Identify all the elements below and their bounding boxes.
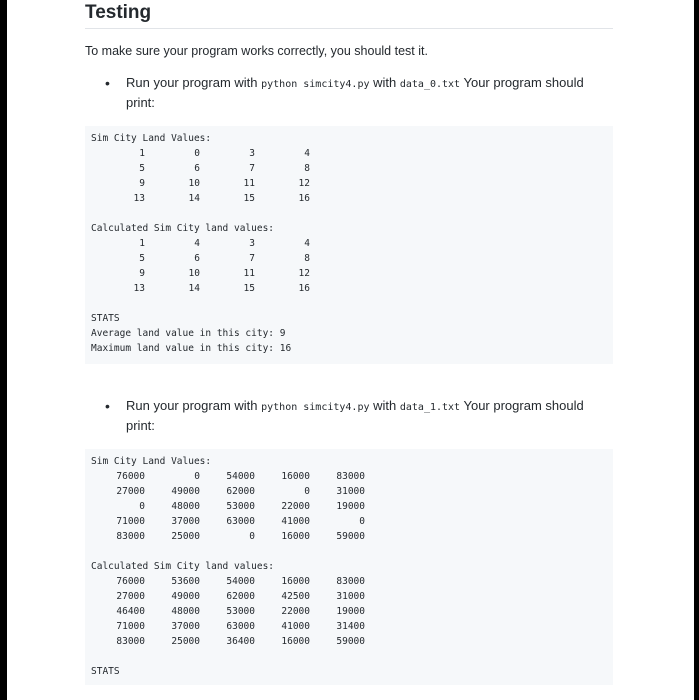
command-code: python simcity4.py (261, 402, 370, 413)
table-row: 0 48000 53000 22000 19000 (139, 501, 365, 512)
table-row: 1 4 3 4 (139, 238, 310, 249)
table-row: 71000 37000 63000 41000 31400 (116, 621, 365, 632)
instruction-bullet-1: • Run your program with python simcity4.py with data_0.txt Your program should print: (105, 75, 584, 110)
data-file-code: data_1.txt (399, 402, 461, 413)
maximum-value-line: Maximum land value in this city: 16 (91, 343, 292, 354)
average-value-line: Average land value in this city: 9 (91, 328, 286, 339)
table-row: 5 6 7 8 (139, 163, 310, 174)
table-row: 9 10 11 12 (139, 178, 310, 189)
table-row: 83000 25000 36400 16000 59000 (116, 636, 365, 647)
table-row: 46400 48000 53000 22000 19000 (116, 606, 365, 617)
section-heading: Testing (85, 0, 613, 29)
table-row: 27000 49000 62000 42500 31000 (116, 591, 365, 602)
calculated-values-header: Calculated Sim City land values: (91, 223, 275, 234)
stats-label: STATS (91, 313, 120, 324)
right-screen-edge (694, 0, 699, 700)
command-code: python simcity4.py (261, 79, 370, 90)
table-row: 83000 25000 0 16000 59000 (116, 531, 365, 542)
instruction-bullet-2: • Run your program with python simcity4.py with data_1.txt Your program should print: (105, 398, 584, 433)
intro-paragraph: To make sure your program works correctly, you should test it. (85, 44, 428, 58)
table-row: 13 14 15 16 (133, 193, 310, 204)
bullet-dot: • (105, 75, 110, 91)
document-body (85, 0, 613, 685)
expected-output-block-1 (85, 126, 613, 364)
table-row: 9 10 11 12 (139, 268, 310, 279)
stats-label: STATS (91, 666, 120, 677)
table-row: 5 6 7 8 (139, 253, 310, 264)
table-row: 71000 37000 63000 41000 0 (116, 516, 365, 527)
expected-output-block-2 (85, 449, 613, 685)
table-row: 27000 49000 62000 0 31000 (116, 486, 365, 497)
calculated-values-header: Calculated Sim City land values: (91, 561, 275, 572)
land-values-header: Sim City Land Values: (91, 133, 212, 144)
table-row: 76000 53600 54000 16000 83000 (116, 576, 365, 587)
land-values-header: Sim City Land Values: (91, 456, 212, 467)
table-row: 1 0 3 4 (139, 148, 310, 159)
table-row: 76000 0 54000 16000 83000 (116, 471, 365, 482)
table-row: 13 14 15 16 (133, 283, 310, 294)
bullet-dot: • (105, 398, 110, 414)
left-screen-edge (0, 0, 7, 700)
data-file-code: data_0.txt (399, 79, 461, 90)
